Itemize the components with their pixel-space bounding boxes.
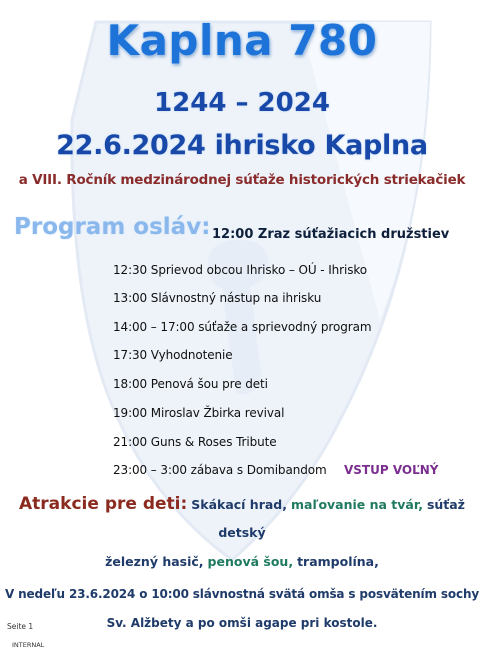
schedule-item: 13:00 Slávnostný nástup na ihrisku xyxy=(113,291,322,305)
schedule-item: 17:30 Vyhodnotenie xyxy=(113,348,233,362)
schedule-item: 12:30 Sprievod obcou Ihrisko – OÚ - Ihrisko xyxy=(113,263,368,277)
attraction-trampoline: trampolína, xyxy=(297,554,379,569)
attractions-line-2 xyxy=(0,525,484,540)
sunday-mass-line-1: V nedeľu 23.6.2024 o 10:00 slávnostná svätá omša s posvätením sochy xyxy=(4,587,480,601)
schedule-item: 18:00 Penová šou pre deti xyxy=(113,377,268,391)
attractions-label: Atrakcie pre deti: xyxy=(19,494,188,514)
attraction-competition-cont: detský xyxy=(218,525,266,540)
event-title: Kaplna 780 xyxy=(106,16,378,65)
sunday-mass-line-2: Sv. Alžbety a po omši agape pri kostole. xyxy=(106,616,378,630)
schedule-item: 21:00 Guns & Roses Tribute xyxy=(113,435,277,449)
free-entry-note: VSTUP VOĽNÝ xyxy=(344,463,439,477)
attraction-bouncy-castle: Skákací hrad, xyxy=(191,497,287,512)
anniversary-years: 1244 – 2024 xyxy=(154,88,330,118)
attraction-iron-firefighter: železný hasič, xyxy=(105,554,204,569)
attraction-foam-show: penová šou, xyxy=(207,554,294,569)
page-number: Seite 1 xyxy=(7,622,34,631)
competition-subtitle: a VIII. Ročník medzinárodnej súťaže historických striekačiek xyxy=(18,172,466,188)
attractions-line-3 xyxy=(0,554,484,569)
schedule-item: 19:00 Miroslav Žbirka revival xyxy=(113,406,285,420)
attraction-competition: súťaž xyxy=(426,497,465,512)
classification-label: INTERNAL xyxy=(12,641,45,649)
attractions-line-1 xyxy=(0,494,484,514)
program-heading: Program osláv: xyxy=(14,214,211,240)
event-date-place: 22.6.2024 ihrisko Kaplna xyxy=(56,130,428,161)
schedule-item: 14:00 – 17:00 súťaže a sprievodný program xyxy=(113,320,372,334)
schedule-item: 23:00 – 3:00 zábava s Domibandom xyxy=(113,463,327,477)
schedule-item: 12:00 Zraz súťažiacich družstiev xyxy=(212,227,450,242)
attraction-face-painting: maľovanie na tvár, xyxy=(290,497,423,512)
